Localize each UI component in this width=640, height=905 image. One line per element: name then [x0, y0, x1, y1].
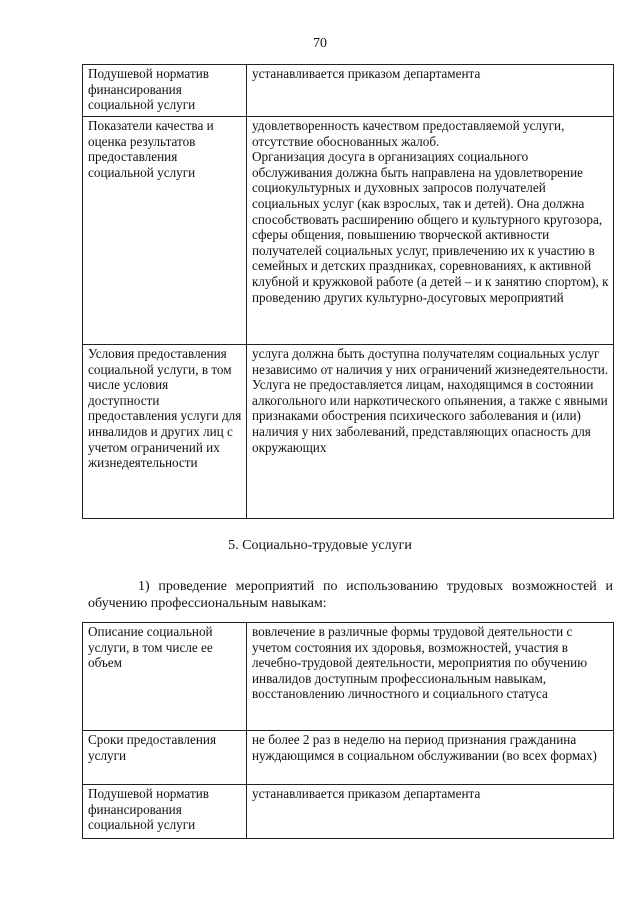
- table-row: [83, 785, 614, 839]
- section-heading: 5. Социально-трудовые услуги: [228, 538, 412, 553]
- row-label: Подушевой норматив финансирования социальной услуги: [83, 785, 247, 839]
- row-paragraph: удовлетворенность качеством предоставляемой услуги, отсутствие обоснованных жалоб.: [252, 118, 565, 149]
- row-value: [247, 623, 614, 731]
- row-paragraph: устанавливается приказом департамента: [252, 786, 481, 801]
- row-value: [247, 65, 614, 117]
- row-value: [247, 345, 614, 519]
- row-paragraph: вовлечение в различные формы трудовой деятельности с учетом состояния их здоровья, возможностей, участия в лечебно-трудовой деятельности, мероприятия по обучению инвалидов доступным профессиональным навыкам, восстановлению личностного и социального статуса: [252, 624, 588, 702]
- table-row: [83, 65, 614, 117]
- row-value: [247, 117, 614, 345]
- table-row: [83, 623, 614, 731]
- table-row: [83, 345, 614, 519]
- page-number: 70: [313, 36, 327, 51]
- row-label: Показатели качества и оценка результатов предоставления социальной услуги: [83, 117, 247, 345]
- section-paragraph: 1) проведение мероприятий по использованию трудовых возможностей и обучению профессиональным навыкам:: [88, 579, 613, 611]
- row-paragraph: Услуга не предоставляется лицам, находящимся в состоянии алкогольного или наркотического опьянения, а также с явными признаками обострения психического заболевания и (или) наличия у них заболеваний, представляющих опасность для окружающих: [252, 377, 608, 455]
- table-row: [83, 731, 614, 785]
- row-label: Сроки предоставления услуги: [83, 731, 247, 785]
- row-paragraph: устанавливается приказом департамента: [252, 66, 481, 81]
- service-table-top: [82, 64, 614, 519]
- row-paragraph: не более 2 раз в неделю на период признания гражданина нуждающимся в социальном обслуживании (во всех формах): [252, 732, 597, 763]
- row-value: [247, 785, 614, 839]
- row-label: Описание социальной услуги, в том числе ее объем: [83, 623, 247, 731]
- row-label: Подушевой норматив финансирования социальной услуги: [83, 65, 247, 117]
- row-paragraph: услуга должна быть доступна получателям социальных услуг независимо от наличия у них ограничений жизнедеятельности.: [252, 346, 609, 377]
- row-paragraph: Организация досуга в организациях социального обслуживания должна быть направлена на удовлетворение социокультурных и духовных запросов получателей социальных услуг (как взрослых, так и детей). Она должна способствовать расширению общего и культурного кругозора, сферы общения, повышению творческой активности получателей социальных услуг, привлечению их к участию в семейных и детских праздниках, соревнованиях, к активной клубной и кружковой работе (а детей – и к занятию спортом), к проведению других культурно-досуговых мероприятий: [252, 149, 609, 305]
- row-value: [247, 731, 614, 785]
- table-row: [83, 117, 614, 345]
- service-table-bottom: [82, 622, 614, 839]
- row-label: Условия предоставления социальной услуги, в том числе условия доступности предоставления услуги для инвалидов и других лиц с учетом ограничений их жизнедеятельности: [83, 345, 247, 519]
